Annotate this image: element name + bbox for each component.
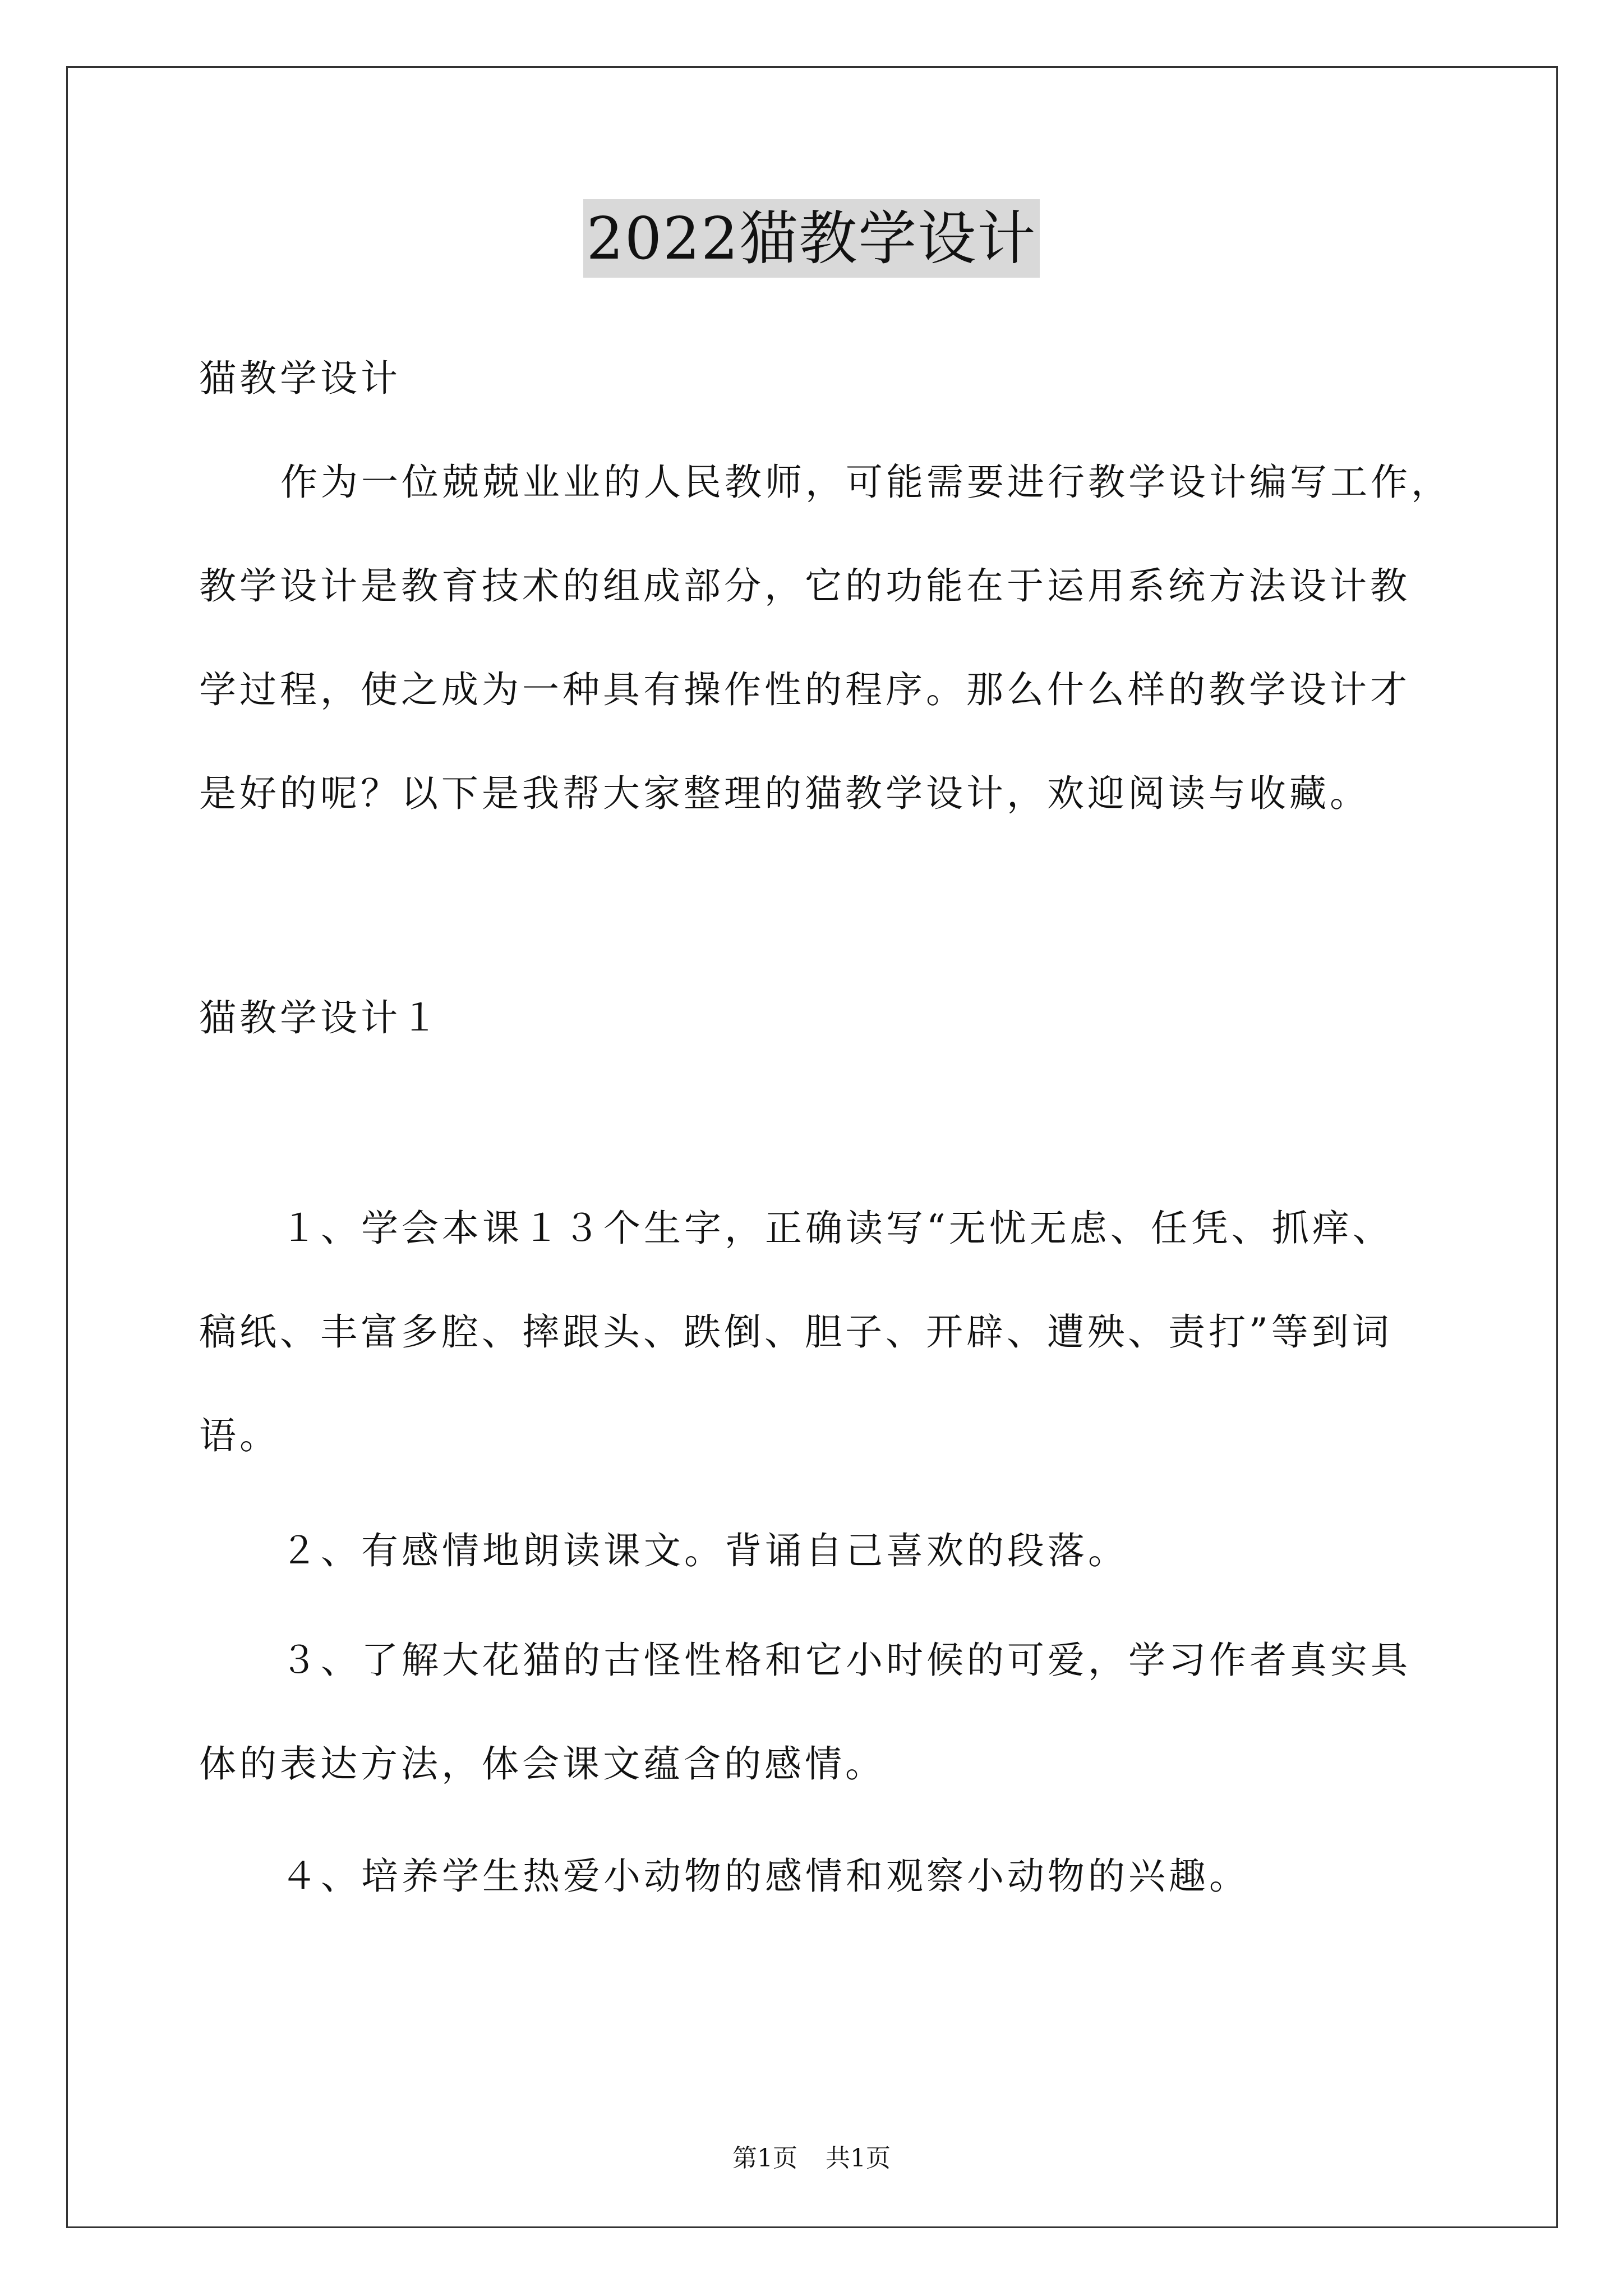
page-footer bbox=[0, 2143, 1623, 2174]
goal-3-line-2: 体的表达方法，体会课文蕴含的感情。 bbox=[199, 1742, 886, 1786]
page-total: 共1页 bbox=[826, 2144, 891, 2173]
intro-line-2: 教学设计是教育技术的组成部分，它的功能在于运用系统方法设计教 bbox=[199, 564, 1410, 608]
document-subtitle: 猫教学设计 bbox=[199, 357, 401, 400]
goal-3-line-1: ３、了解大花猫的古怪性格和它小时候的可爱，学习作者真实具 bbox=[280, 1639, 1411, 1682]
intro-line-3: 学过程，使之成为一种具有操作性的程序。那么什么样的教学设计才 bbox=[199, 668, 1410, 711]
goal-4: ４、培养学生热爱小动物的感情和观察小动物的兴趣。 bbox=[280, 1855, 1249, 1898]
goal-1-line-1: １、学会本课１３个生字，正确读写“无忧无虑、任凭、抓痒、 bbox=[280, 1207, 1393, 1250]
intro-line-1: 作为一位兢兢业业的人民教师，可能需要进行教学设计编写工作， bbox=[280, 461, 1451, 504]
intro-line-4: 是好的呢？以下是我帮大家整理的猫教学设计，欢迎阅读与收藏。 bbox=[199, 772, 1370, 815]
goal-1-line-3: 语。 bbox=[199, 1414, 280, 1457]
goal-1-line-2: 稿纸、丰富多腔、摔跟头、跌倒、胆子、开辟、遭殃、责打”等到词 bbox=[199, 1310, 1393, 1354]
goal-2: ２、有感情地朗读课文。背诵自己喜欢的段落。 bbox=[280, 1529, 1128, 1572]
document-title: 2022猫教学设计 bbox=[583, 199, 1040, 278]
page-number: 第1页 bbox=[732, 2144, 797, 2173]
section-heading: 猫教学设计１ bbox=[199, 996, 441, 1039]
title-container bbox=[0, 199, 1623, 278]
